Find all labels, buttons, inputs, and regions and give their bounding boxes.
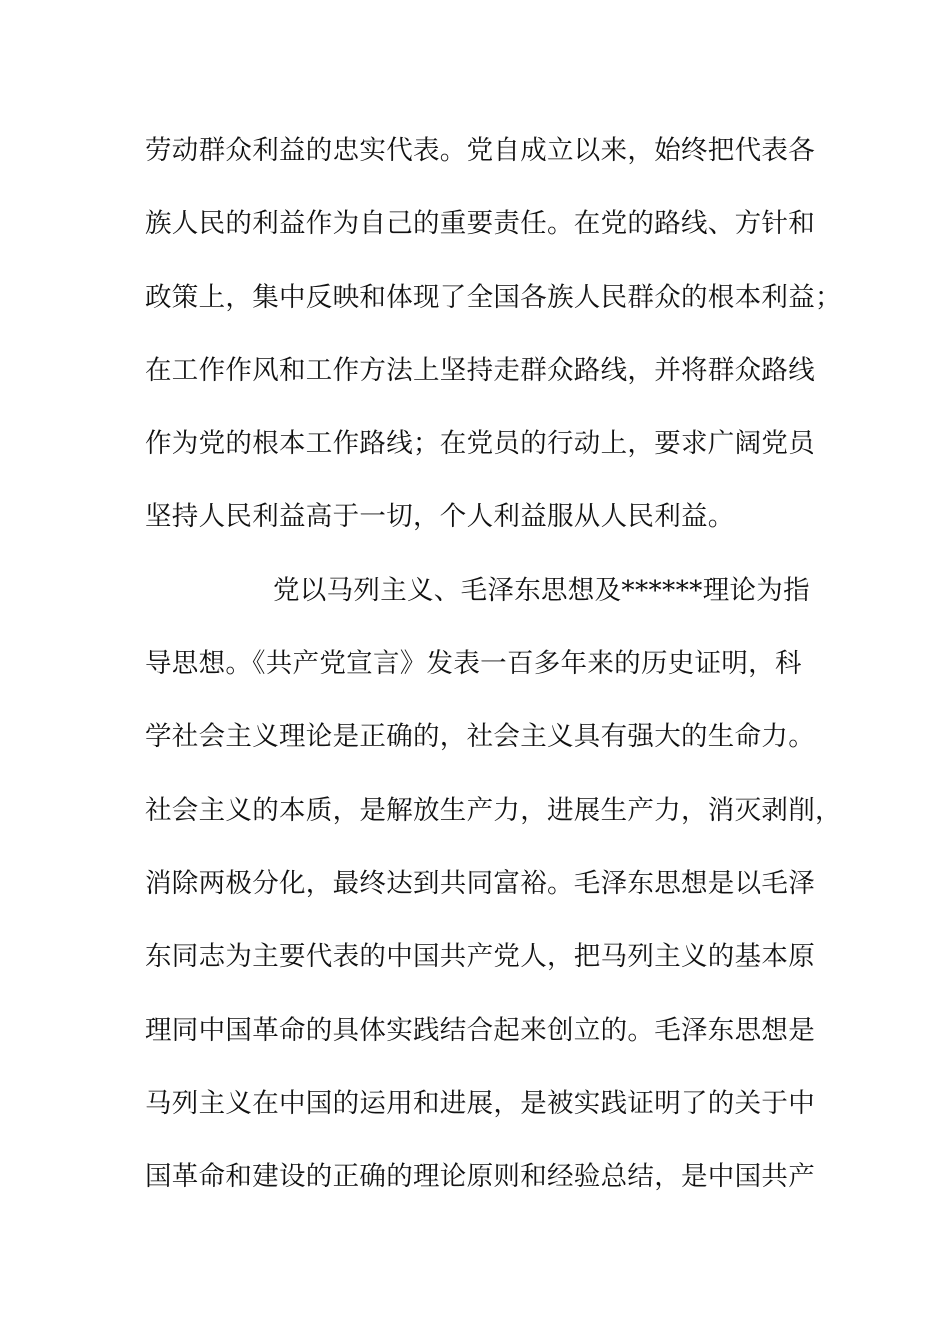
text-line: 消除两极分化，最终达到共同富裕。毛泽东思想是以毛泽	[145, 867, 815, 899]
body-text	[145, 126, 842, 1225]
text-line: 马列主义在中国的运用和进展，是被实践证明了的关于中	[145, 1087, 815, 1119]
text-line: 理同中国革命的具体实践结合起来创立的。毛泽东思想是	[145, 1014, 815, 1046]
paragraph-start-line: 党以马列主义、毛泽东思想及******理论为指	[273, 574, 810, 606]
text-line: 学社会主义理论是正确的，社会主义具有强大的生命力。	[145, 721, 815, 753]
text-line: 坚持人民利益高于一切，个人利益服从人民利益。	[145, 501, 735, 533]
text-line: 在工作作风和工作方法上坚持走群众路线，并将群众路线	[145, 354, 815, 386]
text-line: 导思想。《共产党宣言》发表一百多年来的历史证明，科	[145, 648, 802, 680]
text-line: 政策上，集中反映和体现了全国各族人民群众的根本利益；	[145, 281, 842, 313]
text-line: 国革命和建设的正确的理论原则和经验总结，是中国共产	[145, 1161, 815, 1193]
text-line: 劳动群众利益的忠实代表。党自成立以来，始终把代表各	[145, 135, 815, 166]
text-line: 作为党的根本工作路线；在党员的行动上，要求广阔党员	[145, 428, 815, 460]
text-line: 族人民的利益作为自己的重要责任。在党的路线、方针和	[145, 208, 815, 240]
text-line: 东同志为主要代表的中国共产党人，把马列主义的基本原	[145, 941, 815, 973]
text-line: 社会主义的本质，是解放生产力，进展生产力，消灭剥削，	[145, 794, 842, 826]
